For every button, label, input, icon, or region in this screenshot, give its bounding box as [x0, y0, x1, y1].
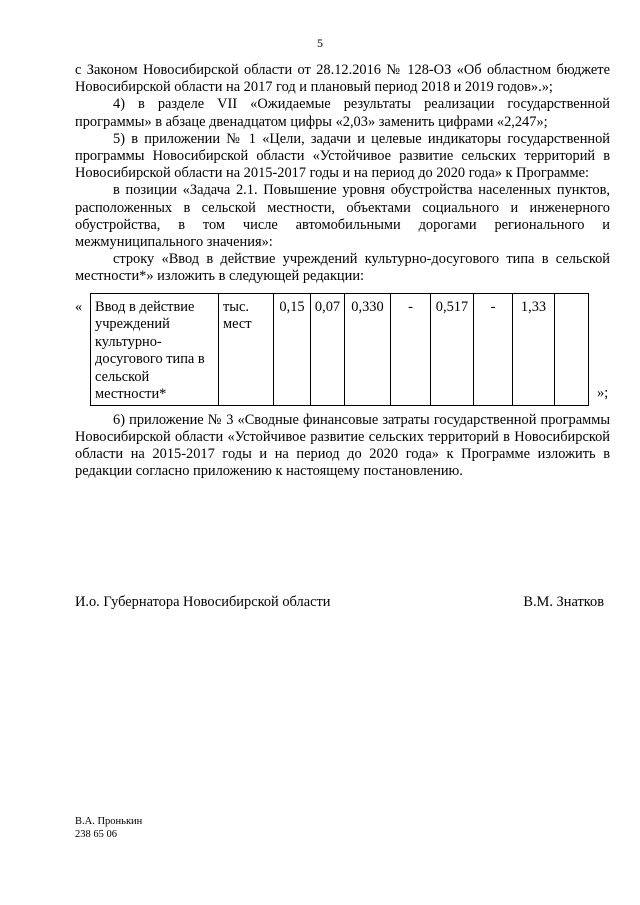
paragraph-item-6: 6) приложение № 3 «Сводные финансовые затраты государственной программы Новосибирской области «Устойчивое развитие сельских территорий в Новосибирской области на 2015-2017 годы и на период до 2020 года» к Программе изложить в редакции согласно приложению к настоящему постановлению. — [75, 411, 610, 480]
paragraph-row-statement: строку «Ввод в действие учреждений культурно-досугового типа в сельской местности*» изложить в следующей редакции: — [75, 251, 610, 285]
value-cell-2: 0,07 — [311, 293, 345, 405]
signatory-position: И.о. Губернатора Новосибирской области — [75, 594, 331, 610]
paragraph-item-5: 5) в приложении № 1 «Цели, задачи и целевые индикаторы государственной программы Новосибирской области «Устойчивое развитие сельских территорий в Новосибирской области на 2015-2017 годы и на период до 2020 года» к Программе: — [75, 130, 610, 182]
value-cell-5: 0,517 — [431, 293, 474, 405]
table-close-quote: »; — [597, 384, 609, 401]
value-cell-3: 0,330 — [345, 293, 391, 405]
document-body — [75, 62, 610, 480]
paragraph-law-reference: с Законом Новосибирской области от 28.12.2016 № 128-ОЗ «Об областном бюджете Новосибирской области на 2017 год и плановый период 2018 и 2019 годов».»; — [75, 62, 610, 96]
indicator-cell: Ввод в действие учреждений культурно-досугового типа в сельской местности* — [91, 293, 219, 405]
table-row — [91, 293, 589, 405]
value-cell-8 — [555, 293, 589, 405]
signatory-name: В.М. Знатков — [523, 594, 604, 610]
executor-phone: 238 65 06 — [75, 828, 117, 840]
executor-footer — [75, 816, 142, 841]
value-cell-4: - — [391, 293, 431, 405]
executor-name: В.А. Пронькин — [75, 816, 143, 827]
paragraph-task-position: в позиции «Задача 2.1. Повышение уровня обустройства населенных пунктов, расположенных в сельской местности, объектами социального и инженерного обустройства, в том числе автомобильными дорогами регионального и межмуниципального значения»: — [75, 182, 610, 251]
value-cell-7: 1,33 — [513, 293, 555, 405]
table-open-quote: « — [75, 298, 83, 315]
value-cell-1: 0,15 — [274, 293, 311, 405]
replacement-table-block — [75, 293, 610, 405]
paragraph-item-4: 4) в разделе VII «Ожидаемые результаты реализации государственной программы» в абзаце двенадцатом цифры «2,03» заменить цифрами «2,247»; — [75, 96, 610, 130]
page-number: 5 — [317, 36, 323, 50]
replacement-table — [90, 293, 589, 406]
unit-cell: тыс. мест — [219, 293, 274, 405]
value-cell-6: - — [474, 293, 513, 405]
